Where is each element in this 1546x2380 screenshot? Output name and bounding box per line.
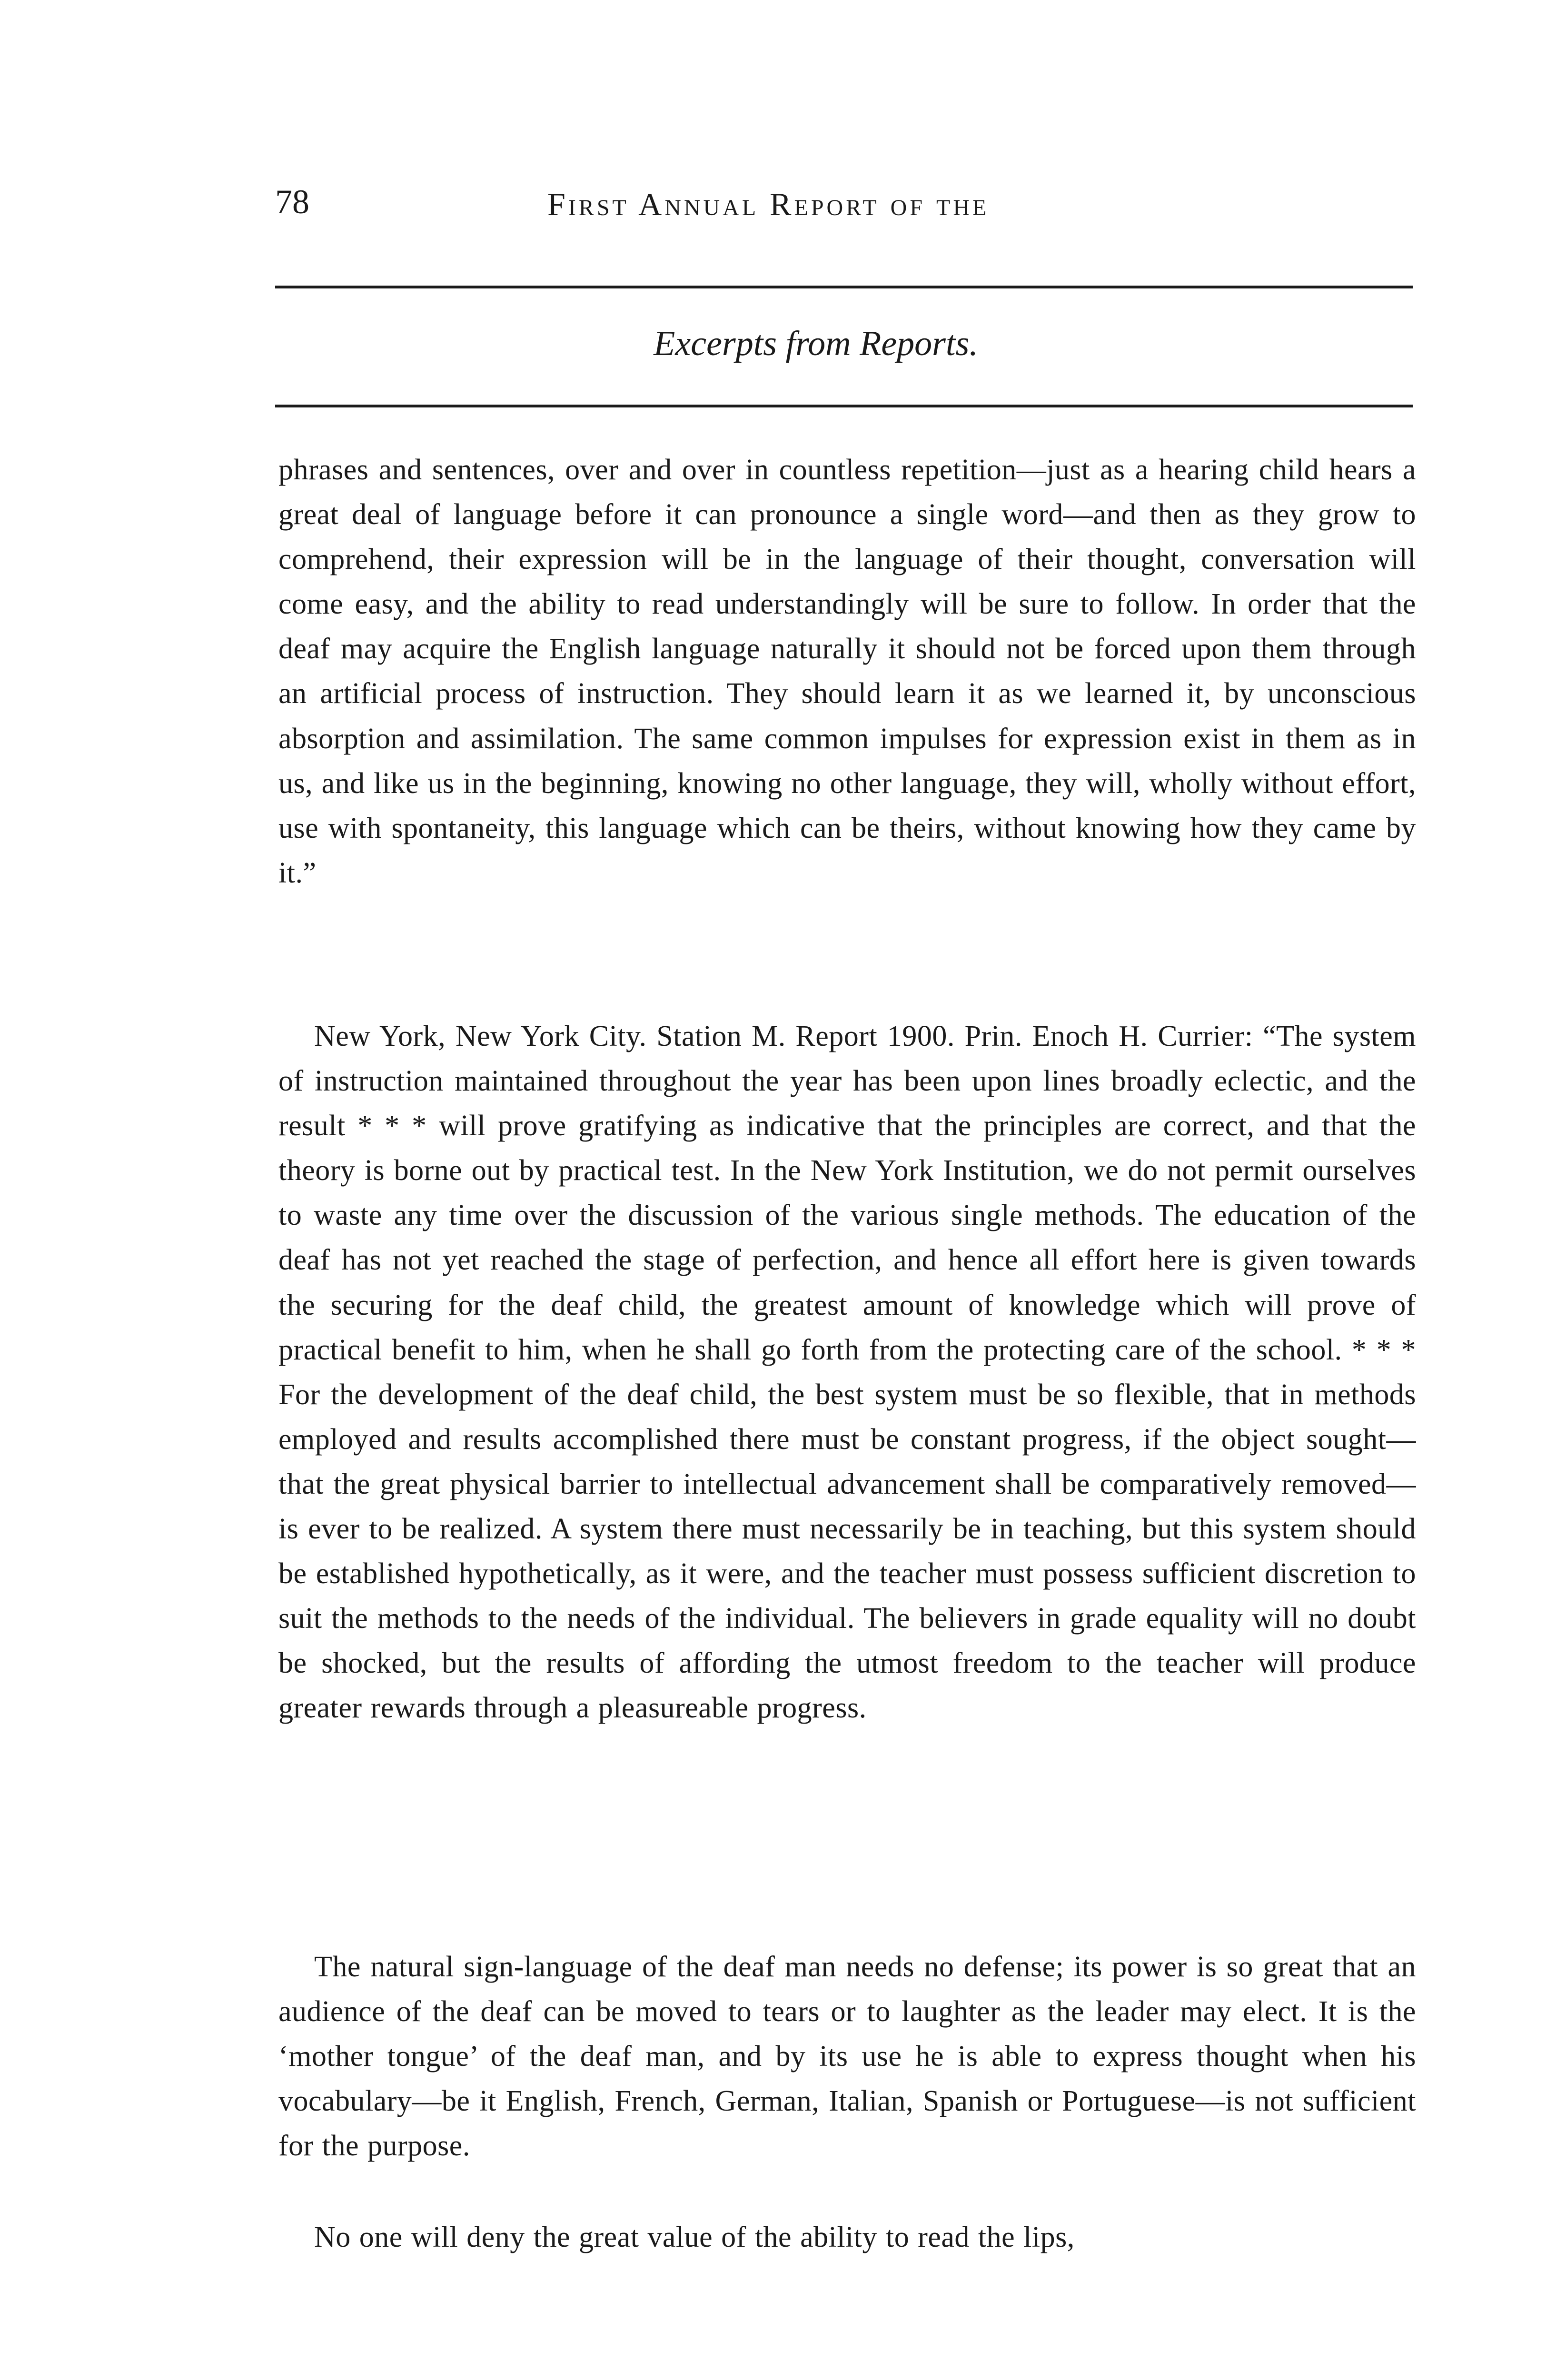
body-paragraph-continued bbox=[278, 447, 1416, 895]
paragraph-text: New York, New York City. Station M. Report 1900. Prin. Enoch H. Currier: “The system of instruction maintained throughout the year has been upon lines broadly eclectic, and the result * * * will prove gratifying as indicative that the principles are correct, and that the theory is borne out by practical test. In the New York Institution, we do not permit ourselves to waste any time over the discussion of the various single methods. The education of the deaf has not yet reached the stage of perfection, and hence all effort here is given towards the securing for the deaf child, the greatest amount of knowledge which will prove of practical benefit to him, when he shall go forth from the protecting care of the school. * * * For the development of the deaf child, the best system must be so flexible, that in methods employed and results accomplished there must be constant progress, if the object sought—that the great physical barrier to intellectual advancement shall be comparatively removed—is ever to be realized. A system there must necessarily be in teaching, but this system should be established hypothetically, as it were, and the teacher must possess sufficient discretion to suit the methods to the needs of the individual. The believers in grade equality will no doubt be shocked, but the results of affording the utmost freedom to the teacher will produce greater rewards through a pleasureable progress. bbox=[278, 1020, 1416, 1725]
header-rule-bottom bbox=[275, 405, 1413, 407]
body-paragraph-new-york-report bbox=[278, 1014, 1416, 1731]
page-number: 78 bbox=[275, 183, 309, 221]
section-title: Excerpts from Reports. bbox=[654, 324, 978, 363]
body-paragraph-sign-language bbox=[278, 1944, 1416, 2168]
paragraph-text: The natural sign-language of the deaf man needs no defense; its power is so great that an audience of the deaf can be moved to tears or to laughter as the leader may elect. It is the ‘mother tongue’ of the deaf man, and by its use he is able to express thought when his vocabulary—be it English, French, German, Italian, Spanish or Portuguese—is not sufficient for the purpose. bbox=[278, 1951, 1416, 2162]
running-head: First Annual Report of the bbox=[547, 186, 990, 222]
header-rule-top bbox=[275, 286, 1413, 288]
paragraph-text: phrases and sentences, over and over in countless repetition—just as a hearing child hears a great deal of language before it can pronounce a single word—and then as they grow to comprehend, their expression will be in the language of their thought, conversation will come easy, and the ability to read understandingly will be sure to follow. In order that the deaf may acquire the English language naturally it should not be forced upon them through an artificial process of instruction. They should learn it as we learned it, by unconscious absorption and assimilation. The same common impulses for expression exist in them as in us, and like us in the beginning, knowing no other language, they will, wholly without effort, use with spontaneity, this language which can be theirs, without knowing how they came by it.” bbox=[278, 454, 1416, 889]
body-paragraph-lip-reading bbox=[278, 2215, 1416, 2260]
paragraph-text: No one will deny the great value of the ability to read the lips, bbox=[314, 2221, 1075, 2253]
